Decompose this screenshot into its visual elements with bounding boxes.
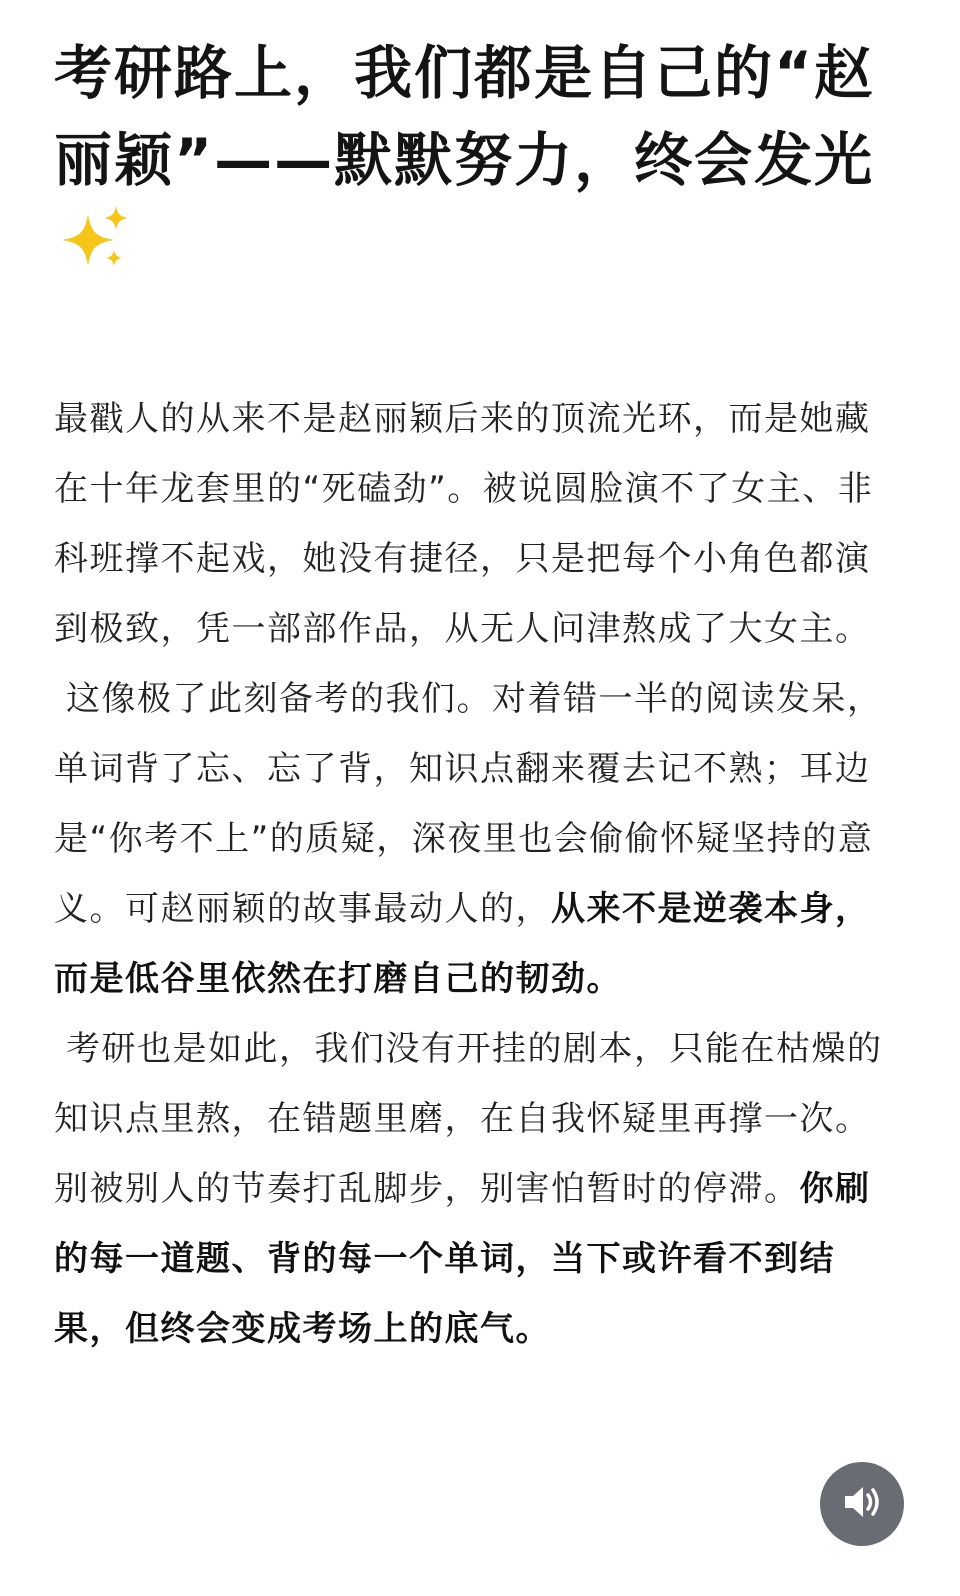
- article-title-text: 考研路上，我们都是自己的“赵丽颖”——默默努力，终会发光: [54, 39, 875, 194]
- paragraph-text: 这像极了此刻备考的我们。对着错一半的阅读发呆，单词背了忘、忘了背，知识点翻来覆去记不熟；耳边是“你考不上”的质疑，深夜里也会偷偷怀疑坚持的意义。可赵丽颖的故事最动人的，: [54, 679, 883, 929]
- sparkles-icon: [60, 204, 132, 300]
- paragraph: [54, 384, 894, 664]
- paragraph: [54, 664, 894, 1014]
- speaker-icon: [839, 1479, 885, 1529]
- article-body: [54, 384, 894, 1364]
- paragraph-text: 考研也是如此，我们没有开挂的剧本，只能在枯燥的知识点里熬，在错题里磨，在自我怀疑里再撑一次。别被别人的节奏打乱脚步，别害怕暂时的停滞。: [54, 1029, 883, 1209]
- audio-play-button[interactable]: [820, 1462, 904, 1546]
- paragraph-emphasis: 你刷的每一道题、背的每一个单词，当下或许看不到结果，但终会变成考场上的底气。: [54, 1169, 871, 1349]
- paragraph-emphasis: 从来不是逆袭本身，而是低谷里依然在打磨自己的韧劲。: [54, 889, 871, 999]
- article-title: [54, 0, 894, 300]
- article: [54, 0, 894, 1364]
- paragraph: [54, 1014, 894, 1364]
- paragraph-text: 最戳人的从来不是赵丽颖后来的顶流光环，而是她藏在十年龙套里的“死磕劲”。被说圆脸演不了女主、非科班撑不起戏，她没有捷径，只是把每个小角色都演到极致，凭一部部作品，从无人问津熬成了大女主。: [54, 399, 874, 649]
